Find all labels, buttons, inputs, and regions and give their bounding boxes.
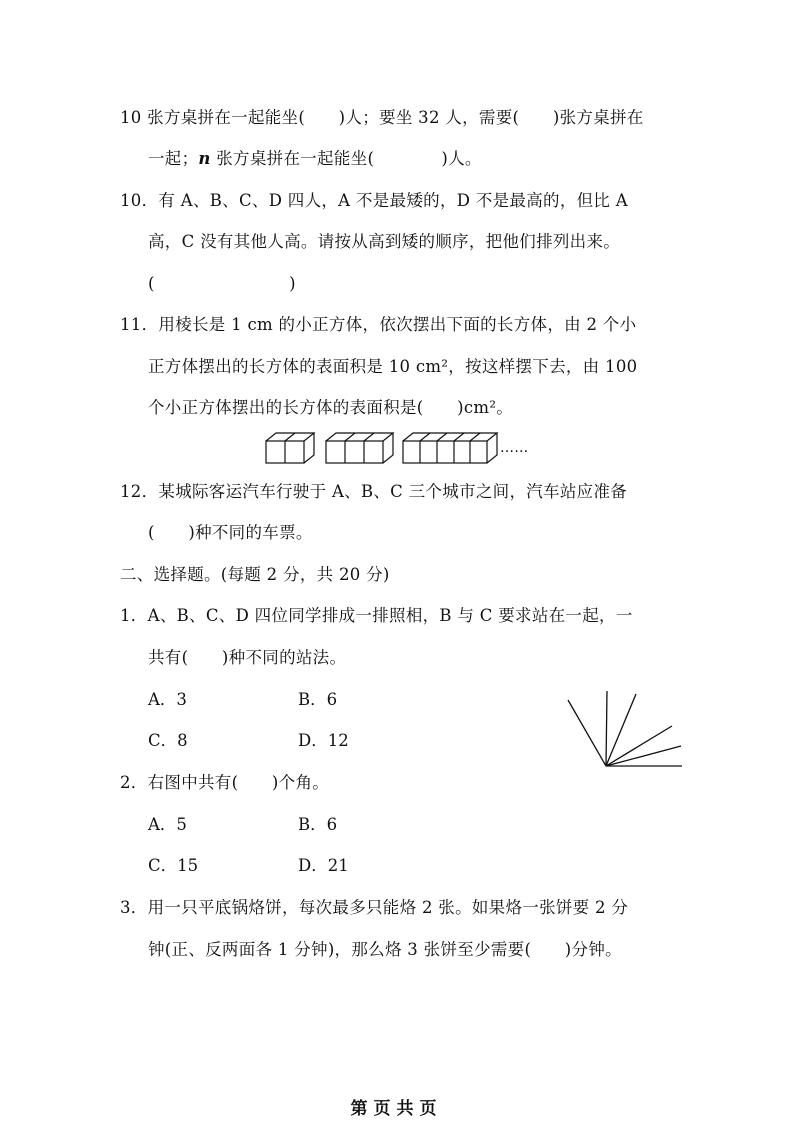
cuboid-5-cubes [403,433,497,463]
mc1-line2: 共有( )种不同的站法。 [148,648,347,667]
mc1-option-a: A．3 [148,690,187,709]
q12-line1: 12．某城际客运汽车行驶于 A、B、C 三个城市之间，汽车站应准备 [120,482,628,501]
q11-line2: 正方体摆出的长方体的表面积是 10 cm²，按这样摆下去，由 100 [148,357,638,376]
mc2-option-b: B．6 [298,815,338,834]
q12-line2: ( )种不同的车票。 [148,523,313,542]
mc2-line1: 2．右图中共有( )个角。 [120,773,330,792]
q-prev-line2 [148,147,482,171]
section-2-title: 二、选择题。(每题 2 分，共 20 分) [120,565,390,584]
mc1-option-c: C．8 [148,731,188,750]
cuboid-2-cubes [266,433,314,463]
mc3-line2: 钟(正、反两面各 1 分钟)，那么烙 3 张饼至少需要( )分钟。 [148,940,622,959]
page-footer: 第页共页 [350,1099,443,1119]
cuboid-3-cubes [326,433,393,463]
mc2-option-c: C．15 [148,856,199,875]
cuboid-ellipsis: …… [500,440,529,456]
mc2-option-d: D．21 [298,856,349,875]
angle-figure [560,688,685,770]
mc1-option-d: D．12 [298,731,349,750]
q10-line1: 10．有 A、B、C、D 四人，A 不是最矮的，D 不是最高的，但比 A [120,191,628,210]
variable-n: n [198,149,211,168]
q-prev-line1: 10 张方桌拼在一起能坐( )人；要坐 32 人，需要( )张方桌拼在 [120,108,644,127]
q11-line1: 11．用棱长是 1 cm 的小正方体，依次摆出下面的长方体，由 2 个小 [120,315,637,334]
mc1-line1: 1．A、B、C、D 四位同学排成一排照相，B 与 C 要求站在一起，一 [120,606,633,625]
mc3-line1: 3．用一只平底锅烙饼，每次最多只能烙 2 张。如果烙一张饼要 2 分 [120,898,629,917]
q-prev-line2-b: 张方桌拼在一起能坐( )人。 [210,149,482,168]
q11-line3: 个小正方体摆出的长方体的表面积是( )cm²。 [148,398,514,417]
q10-line2: 高，C 没有其他人高。请按从高到矮的顺序，把他们排列出来。 [148,232,621,251]
mc1-option-b: B．6 [298,690,338,709]
cuboid-figure [262,430,512,468]
q-prev-line2-a: 一起； [148,149,199,168]
mc2-option-a: A．5 [148,815,187,834]
q10-answer-blank: ( ) [148,274,296,293]
